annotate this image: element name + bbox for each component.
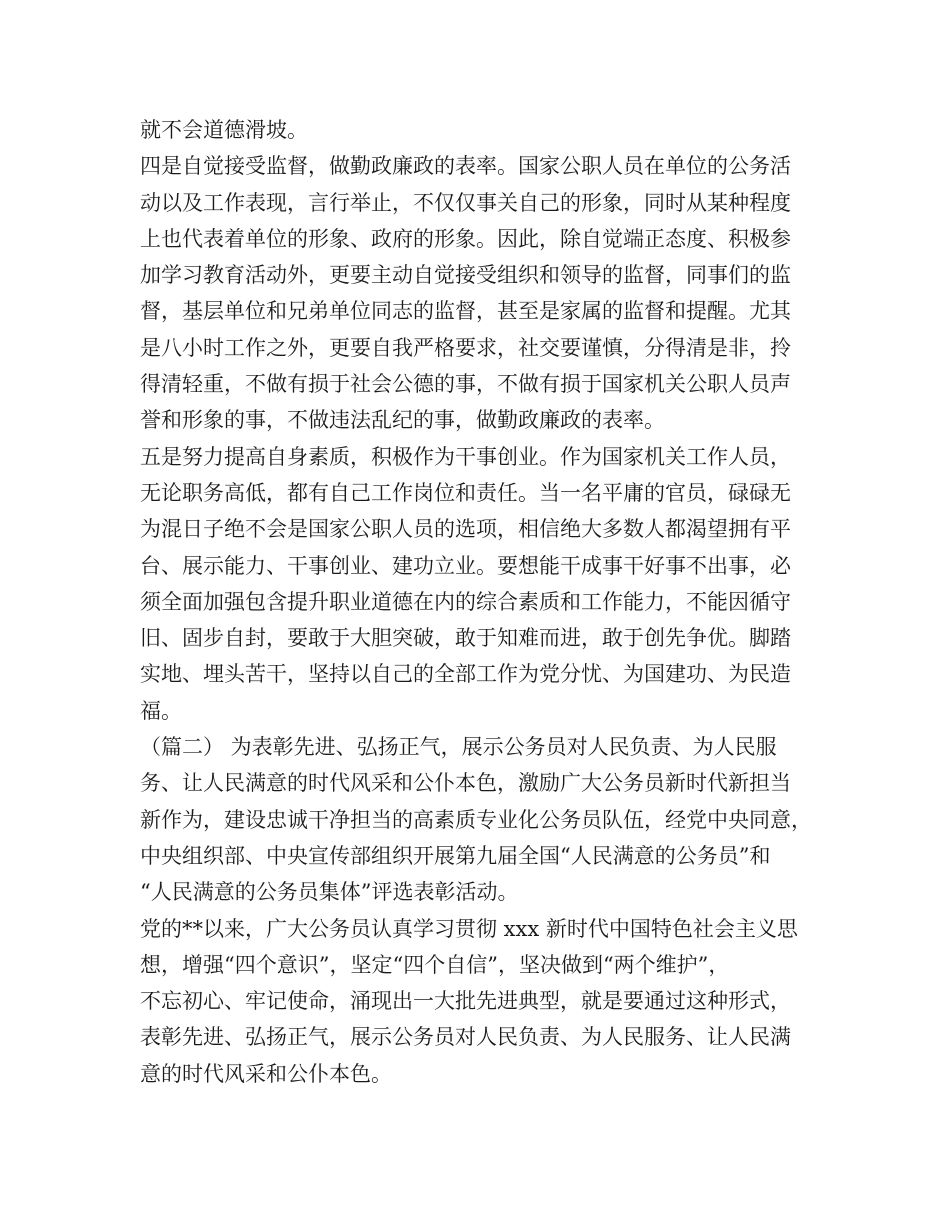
text-line: “人民满意的公务员集体”评选表彰活动。 — [140, 880, 519, 905]
text-line: 上也代表着单位的形象、政府的形象。因此，除自觉端正态度、积极参 — [140, 226, 791, 251]
text-line: 五是努力提高自身素质，积极作为干事创业。作为国家机关工作人员， — [140, 444, 791, 469]
text-line: 就不会道德滑坡。 — [140, 118, 308, 142]
text-line: 督，基层单位和兄弟单位同志的监督，甚至是家属的监督和提醒。尤其 — [140, 299, 791, 324]
text-line: 四是自觉接受监督，做勤政廉政的表率。国家公职人员在单位的公务活 — [140, 154, 791, 179]
text-line: 誉和形象的事，不做违法乱纪的事，做勤政廉政的表率。 — [140, 408, 665, 433]
text-line: 动以及工作表现，言行举止，不仅仅事关自己的形象，同时从某种程度 — [140, 190, 791, 215]
document-body — [140, 112, 830, 1092]
text-line: 是八小时工作之外，更要自我严格要求，社交要谨慎，分得清是非，拎 — [140, 335, 791, 360]
text-line: （篇二） 为表彰先进、弘扬正气，展示公务员对人民负责、为人民服 — [140, 735, 777, 760]
text-line: 加学习教育活动外，更要主动自觉接受组织和领导的监督，同事们的监 — [140, 263, 791, 288]
text-line: 实地、埋头苦干，坚持以自己的全部工作为党分忧、为国建功、为民造 — [140, 662, 791, 687]
text-line: 旧、固步自封，要敢于大胆突破，敢于知难而进，敢于创先争优。脚踏 — [140, 626, 791, 651]
text-line: 中央组织部、中央宣传部组织开展第九届全国“人民满意的公务员”和 — [140, 843, 771, 868]
text-line: 新作为，建设忠诚干净担当的高素质专业化公务员队伍，经党中央同意， — [140, 807, 812, 832]
text-line: 表彰先进、弘扬正气，展示公务员对人民负责、为人民服务、让人民满 — [140, 1025, 791, 1050]
text-line: 台、展示能力、干事创业、建功立业。要想能干成事干好事不出事，必 — [140, 553, 791, 578]
text-line: 为混日子绝不会是国家公职人员的选项，相信绝大多数人都渴望拥有平 — [140, 517, 791, 542]
text-line: 务、让人民满意的时代风采和公仆本色，激励广大公务员新时代新担当 — [140, 771, 791, 796]
text-line: 福。 — [140, 698, 182, 723]
text-line: 意的时代风采和公仆本色。 — [140, 1061, 392, 1086]
text-line: 须全面加强包含提升职业道德在内的综合素质和工作能力，不能因循守 — [140, 589, 791, 614]
text-line: 想，增强“四个意识”，坚定“四个自信”，坚决做到“两个维护”， — [140, 952, 730, 977]
text-line: 不忘初心、牢记使命，涌现出一大批先进典型，就是要通过这种形式， — [140, 989, 791, 1014]
text-line: 无论职务高低，都有自己工作岗位和责任。当一名平庸的官员，碌碌无 — [140, 480, 791, 505]
text-line: 得清轻重，不做有损于社会公德的事，不做有损于国家机关公职人员声 — [140, 372, 791, 397]
text-line: 党的**以来，广大公务员认真学习贯彻 xxx 新时代中国特色社会主义思 — [140, 916, 798, 941]
